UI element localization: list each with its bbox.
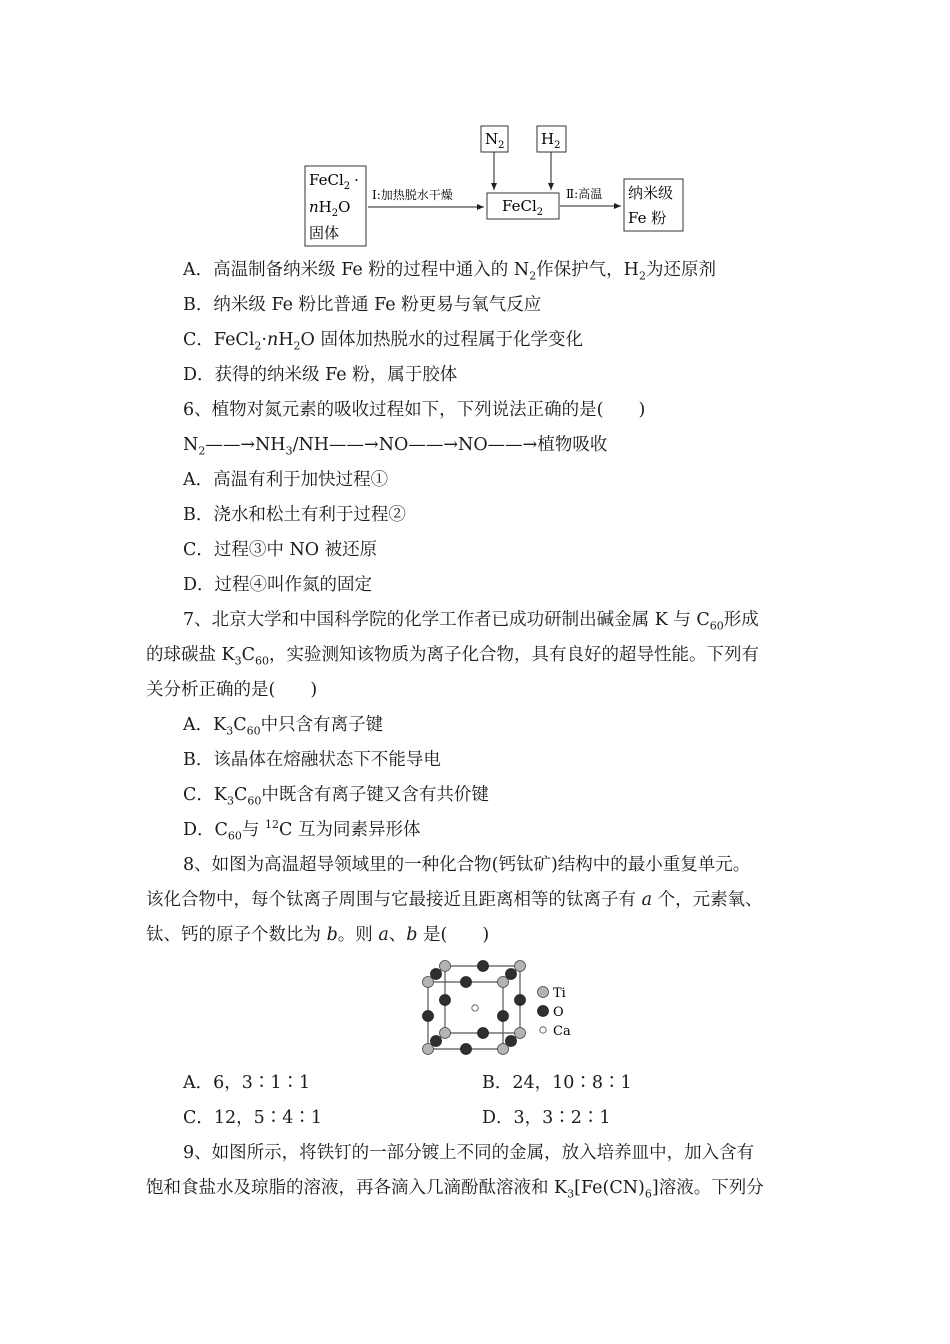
q6-option-d: D．过程④叫作氮的固定 xyxy=(183,575,373,595)
o-atom xyxy=(498,1011,509,1022)
ti-atom xyxy=(440,1028,451,1039)
middle-label: FeCl$_2$ xyxy=(502,197,544,218)
q6-option-a: A．高温有利于加快过程① xyxy=(183,470,389,490)
q6-stem: 6、植物对氮元素的吸收过程如下，下列说法正确的是( ) xyxy=(183,400,646,420)
o-atom xyxy=(478,961,489,972)
q6-chain: $N_2——\to NH_3/NH——\to NO——\to NO——\to$植物吸收 xyxy=(183,435,608,458)
q8-stem-line2: 该化合物中，每个钛离子周围与它最接近且距离相等的钛离子有 a 个，元素氧、 xyxy=(146,890,763,910)
o-atom xyxy=(478,1028,489,1039)
end-line2: Fe 粉 xyxy=(628,209,667,227)
ti-atom xyxy=(498,977,509,988)
q9-stem-line1: 9、如图所示，将铁钉的一部分镀上不同的金属，放入培养皿中，加入含有 xyxy=(183,1143,755,1163)
legend-o-label: O xyxy=(553,1005,564,1020)
flow-diagram xyxy=(0,0,950,260)
q7-option-b: B．该晶体在熔融状态下不能导电 xyxy=(183,750,441,770)
ti-atom xyxy=(515,1028,526,1039)
q6-option-c: C．过程③中 NO 被还原 xyxy=(183,540,378,560)
legend-ti-marker xyxy=(538,987,549,998)
q7-stem-line1: 7、北京大学和中国科学院的化学工作者已成功研制出碱金属 K 与 $C_{60}$形成 xyxy=(183,610,759,633)
start-line1: FeCl$_2$ · xyxy=(309,171,359,192)
step2-label: Ⅱ:高温 xyxy=(566,187,603,201)
q7-stem-line3: 关分析正确的是( ) xyxy=(146,680,318,700)
q5-option-c: C．$FeCl_2\cdot nH_2O$ 固体加热脱水的过程属于化学变化 xyxy=(183,330,583,353)
ca-atom xyxy=(472,1005,478,1011)
legend-ti-label: Ti xyxy=(553,986,566,1001)
n2-label: $N_2$ xyxy=(485,130,505,151)
o-atom xyxy=(431,1036,442,1047)
legend-ca-label: Ca xyxy=(553,1024,571,1039)
o-atom xyxy=(431,969,442,980)
ti-atom xyxy=(440,961,451,972)
ti-atom xyxy=(423,977,434,988)
legend-ca-marker xyxy=(540,1027,546,1033)
q8-stem-line3: 钛、钙的原子个数比为 b。则 a、b 是( ) xyxy=(146,925,490,945)
o-atom xyxy=(515,995,526,1006)
q8-option-b: B．24，10∶8∶1 xyxy=(482,1073,632,1093)
q6-option-b: B．浇水和松土有利于过程② xyxy=(183,505,406,525)
o-atom xyxy=(423,1011,434,1022)
o-atom xyxy=(461,1044,472,1055)
step1-label: Ⅰ:加热脱水干燥 xyxy=(372,188,453,202)
legend-o-marker xyxy=(538,1006,549,1017)
q7-option-c: C．$K_3C_{60}$中既含有离子键又含有共价键 xyxy=(183,785,489,808)
o-atom xyxy=(506,969,517,980)
end-line1: 纳米级 xyxy=(628,184,674,202)
q9-stem-line2: 饱和食盐水及琼脂的溶液，再各滴入几滴酚酞溶液和 $K_3[Fe(CN)_6]$溶液。下列分 xyxy=(146,1178,764,1201)
q8-option-a: A．6，3∶1∶1 xyxy=(183,1073,311,1093)
o-atom xyxy=(506,1036,517,1047)
q8-option-c: C．12，5∶4∶1 xyxy=(183,1108,323,1128)
ti-atom xyxy=(423,1044,434,1055)
ti-atom xyxy=(515,961,526,972)
q7-stem-line2: 的球碳盐 $K_3C_{60}$，实验测知该物质为离子化合物，具有良好的超导性能。下列有 xyxy=(146,645,760,668)
start-line2: $nH_2O$ xyxy=(309,198,351,219)
q8-option-d: D．3，3∶2∶1 xyxy=(482,1108,611,1128)
q5-option-b: B．纳米级 Fe 粉比普通 Fe 粉更易与氧气反应 xyxy=(183,295,542,315)
q7-option-d: D．$C_{60}$与 $^{12}$C 互为同素异形体 xyxy=(183,818,421,843)
q5-option-a: A．高温制备纳米级 Fe 粉的过程中通入的 $N_2$作保护气，$H_2$为还原剂 xyxy=(183,260,716,283)
ti-atom xyxy=(498,1044,509,1055)
q7-option-a: A．$K_3C_{60}$中只含有离子键 xyxy=(183,715,384,738)
h2-label: $H_2$ xyxy=(541,130,561,151)
o-atom xyxy=(461,977,472,988)
q8-stem-line1: 8、如图为高温超导领域里的一种化合物(钙钛矿)结构中的最小重复单元。 xyxy=(183,855,751,875)
o-atom xyxy=(440,995,451,1006)
q5-option-d: D．获得的纳米级 Fe 粉，属于胶体 xyxy=(183,365,458,385)
start-line3: 固体 xyxy=(309,224,340,242)
